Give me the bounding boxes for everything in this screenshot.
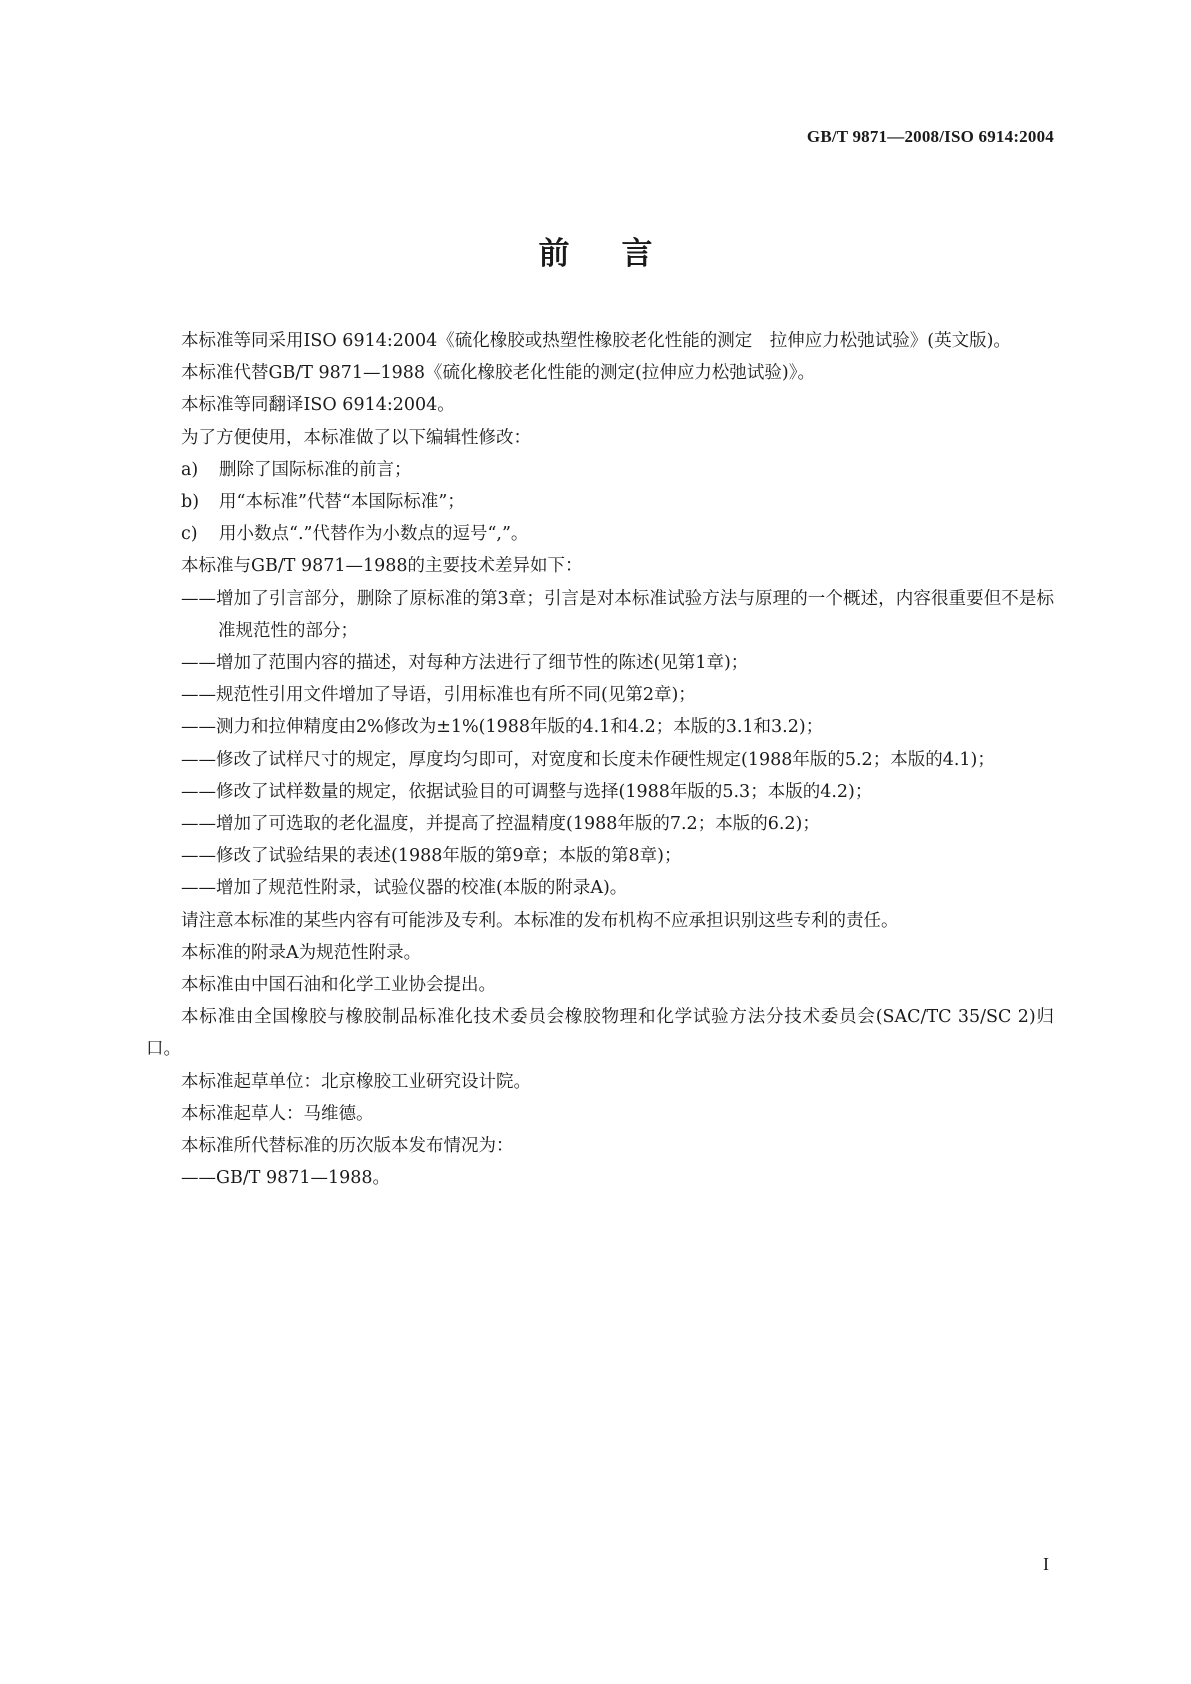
list-item-mark: b) (181, 492, 200, 513)
paragraph-patent-notice: 请注意本标准的某些内容有可能涉及专利。本标准的发布机构不应承担识别这些专利的责任。 (181, 910, 899, 931)
paragraph-drafters: 本标准起草人：马维德。 (181, 1103, 374, 1124)
paragraph-drafting-unit: 本标准起草单位：北京橡胶工业研究设计院。 (181, 1071, 531, 1092)
paragraph-annex: 本标准的附录A为规范性附录。 (181, 942, 422, 963)
difference-item: ——增加了可选取的老化温度，并提高了控温精度(1988年版的7.2；本版的6.2)； (181, 814, 820, 835)
difference-item: ——修改了试验结果的表述(1988年版的第9章；本版的第8章)； (181, 846, 682, 867)
page-title: 前言 (538, 236, 705, 272)
foreword-body (146, 325, 1054, 1194)
paragraph-edit-intro: 为了方便使用，本标准做了以下编辑性修改： (181, 427, 531, 448)
paragraph-replaces: 本标准代替GB/T 9871—1988《硫化橡胶老化性能的测定(拉伸应力松弛试验)》。 (181, 363, 815, 384)
paragraph-adoption: 本标准等同采用ISO 6914:2004《硫化橡胶或热塑性橡胶老化性能的测定 拉伸应力松弛试验》(英文版)。 (181, 331, 1011, 351)
list-item-text: 用小数点“.”代替作为小数点的逗号“,”。 (219, 524, 529, 545)
list-item-mark: a) (181, 459, 199, 480)
standard-code: GB/T 9871—2008/ISO 6914:2004 (806, 127, 1054, 146)
difference-item: ——规范性引用文件增加了导语，引用标准也有所不同(见第2章)； (181, 685, 696, 706)
difference-item: ——增加了规范性附录，试验仪器的校准(本版的附录A)。 (181, 878, 628, 899)
paragraph-committee: 本标准由全国橡胶与橡胶制品标准化技术委员会橡胶物理和化学试验方法分技术委员会(SAC/TC 35/SC 2)归口。 (146, 1007, 1054, 1060)
list-item (146, 454, 1054, 486)
list-item-mark: c) (181, 524, 198, 545)
paragraph-differences-intro: 本标准与GB/T 9871—1988的主要技术差异如下： (181, 556, 583, 577)
difference-item: ——修改了试样尺寸的规定，厚度均匀即可，对宽度和长度未作硬性规定(1988年版的5.2；本版的4.1)； (181, 749, 995, 770)
difference-item: ——增加了范围内容的描述，对每种方法进行了细节性的陈述(见第1章)； (181, 653, 749, 674)
difference-item: ——修改了试样数量的规定，依据试验目的可调整与选择(1988年版的5.3；本版的4.2)； (181, 781, 873, 802)
list-item (146, 518, 1054, 550)
page-number: I (1043, 1554, 1049, 1574)
paragraph-translation: 本标准等同翻译ISO 6914:2004。 (181, 395, 455, 416)
list-item-text: 删除了国际标准的前言； (219, 459, 412, 480)
paragraph-proposer: 本标准由中国石油和化学工业协会提出。 (181, 975, 496, 996)
list-item-text: 用“本标准”代替“本国际标准”； (219, 492, 465, 513)
difference-item: ——增加了引言部分，删除了原标准的第3章；引言是对本标准试验方法与原理的一个概述，内容很重要但不是标准规范性的部分； (181, 588, 1054, 641)
list-item (146, 486, 1054, 518)
difference-item: ——测力和拉伸精度由2%修改为±1%(1988年版的4.1和4.2；本版的3.1和3.2)； (181, 717, 824, 738)
paragraph-history-intro: 本标准所代替标准的历次版本发布情况为： (181, 1136, 514, 1157)
history-item: ——GB/T 9871—1988。 (181, 1168, 391, 1189)
